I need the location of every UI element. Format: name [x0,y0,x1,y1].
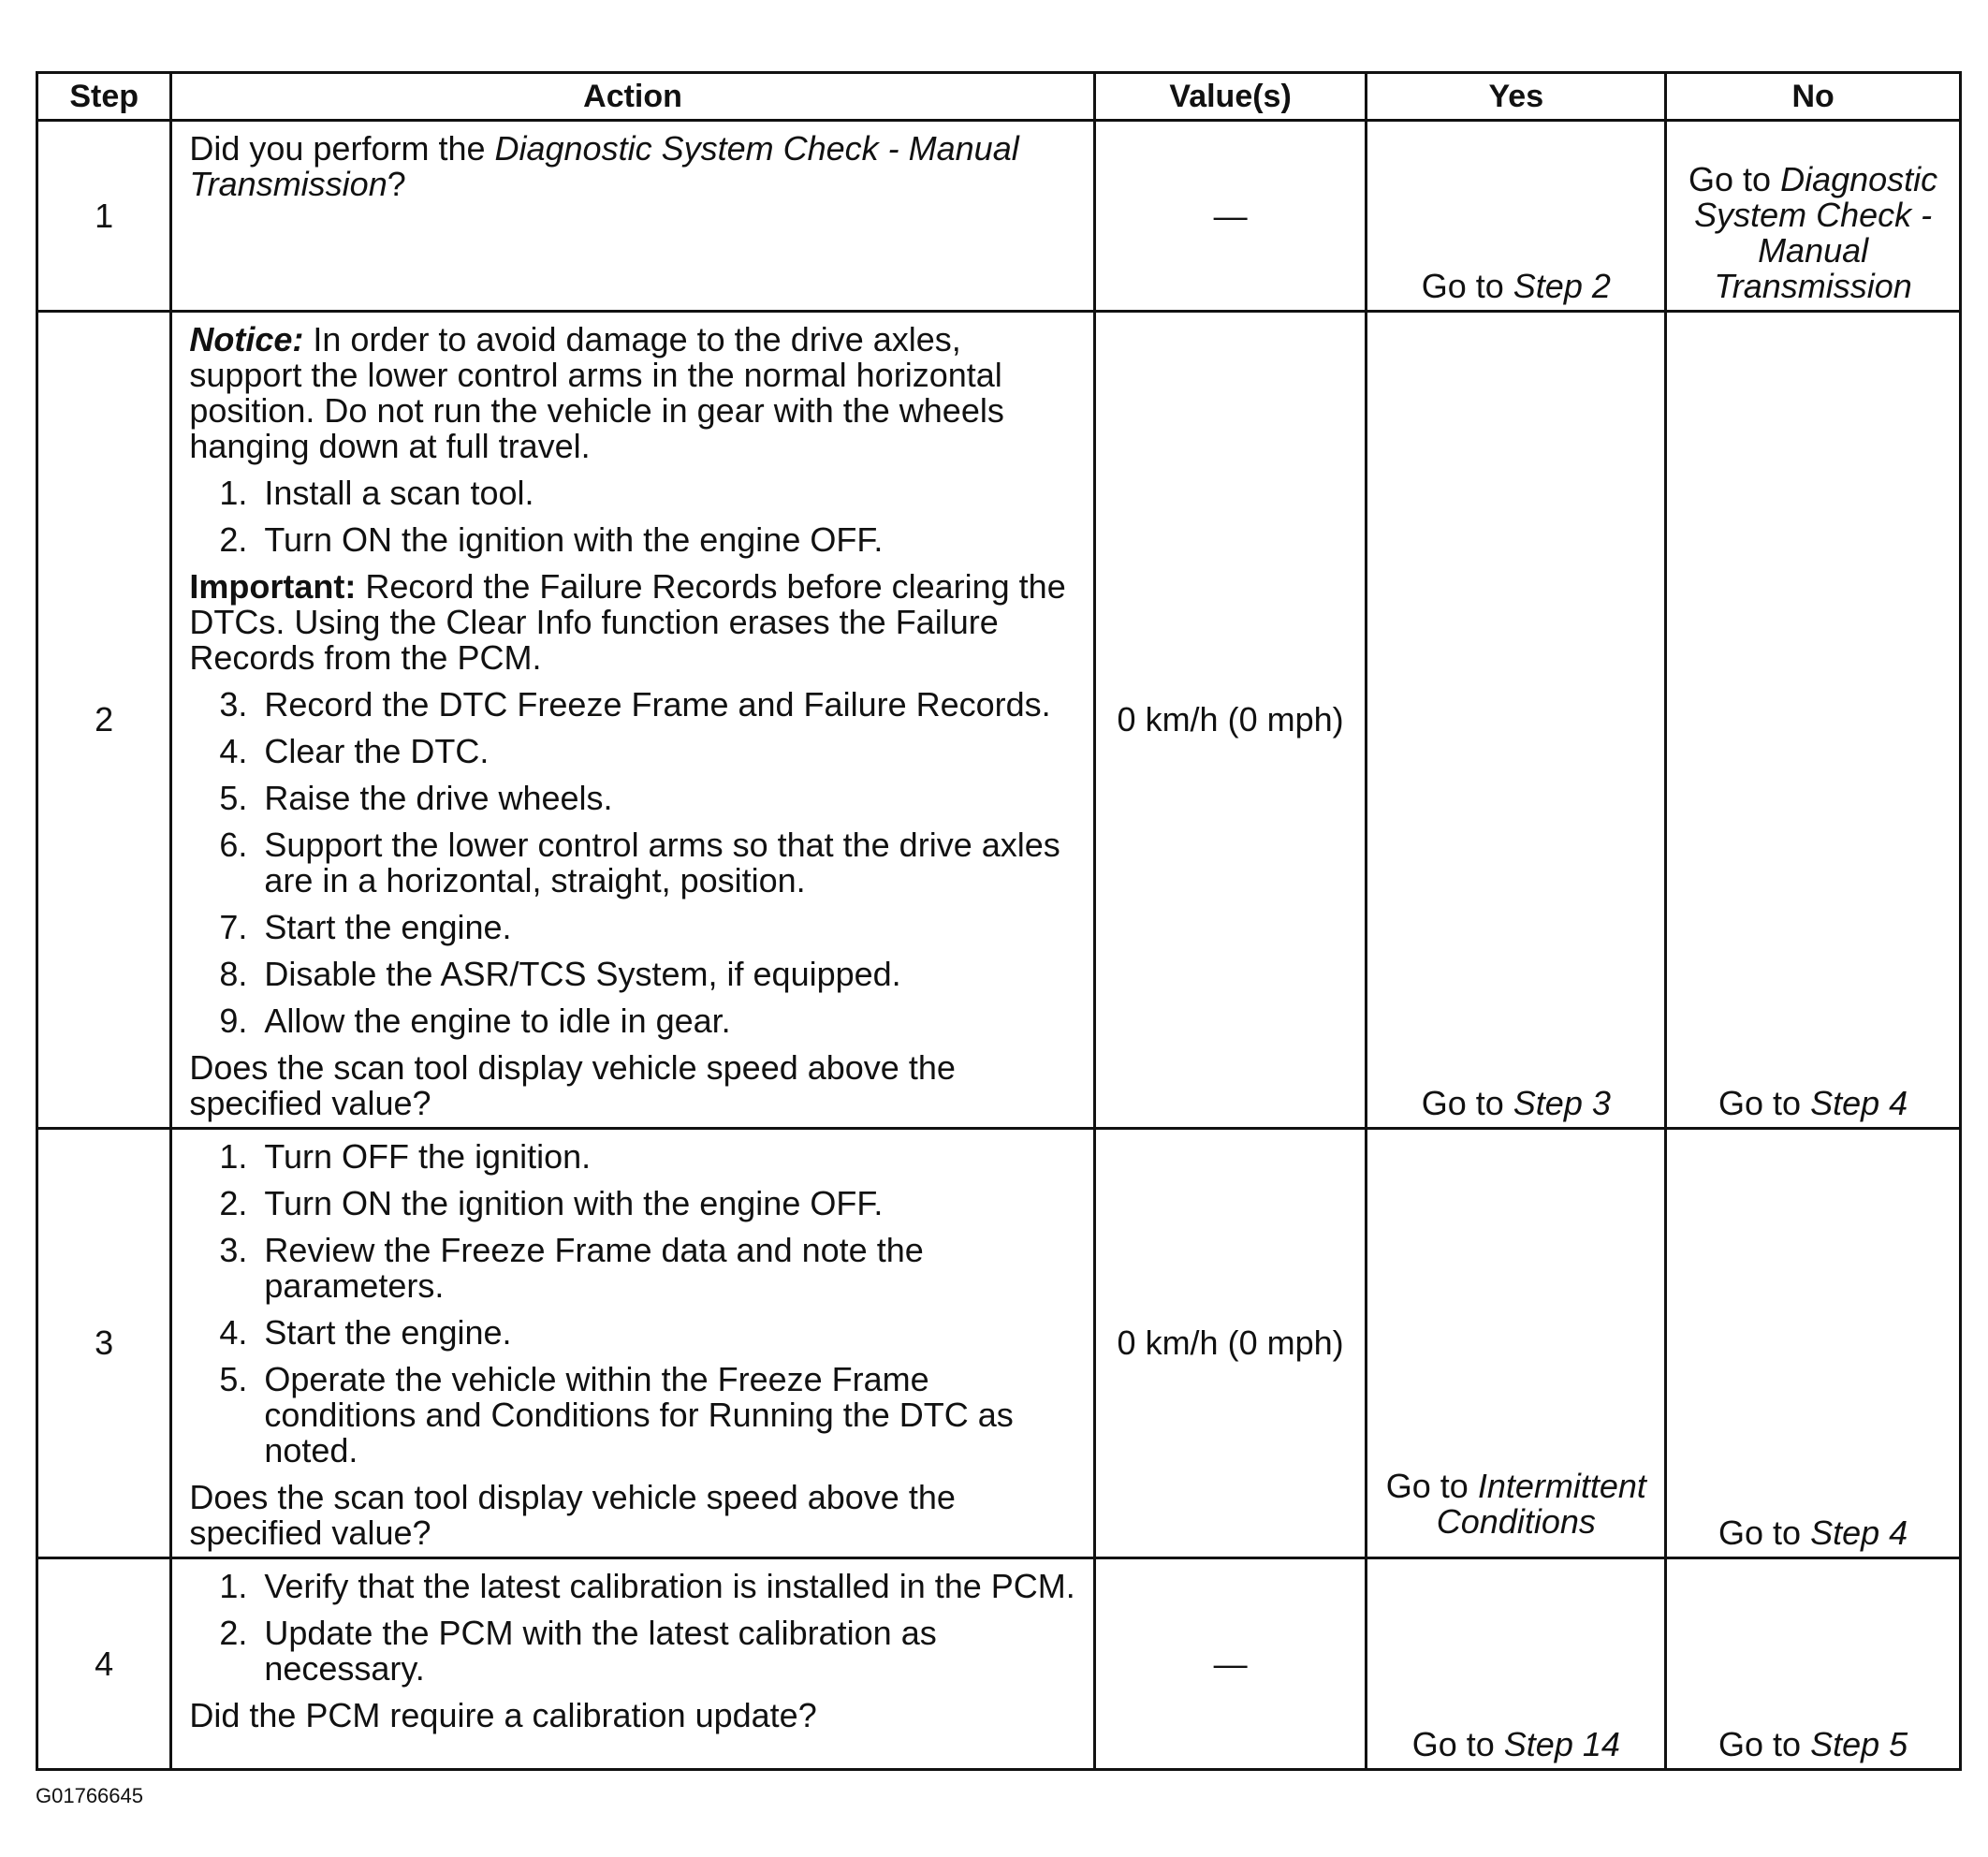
procedure-list [189,1569,1079,1687]
list-number: 1. [219,1137,248,1176]
list-number: 1. [219,474,248,512]
notice-text: In order to avoid damage to the drive axles, support the lower control arms in the normal horizontal position. Do not run the vehicle in gear with the wheels hanging down at full travel. [189,320,1004,465]
no-cell [1666,121,1961,312]
header-step: Step [37,73,171,121]
list-text: Support the lower control arms so that the drive axles are in a horizontal, straight, position. [264,826,1060,899]
list-text: Turn ON the ignition with the engine OFF. [264,520,884,559]
step-number: 1 [37,121,171,312]
question-text: Did the PCM require a calibration update? [189,1696,817,1734]
list-text: Operate the vehicle within the Freeze Frame conditions and Conditions for Running the DTC as noted. [264,1360,1014,1470]
no-link[interactable]: Step 4 [1810,1513,1908,1552]
no-prefix: Go to [1718,1725,1811,1763]
list-text: Update the PCM with the latest calibration as necessary. [264,1614,937,1688]
list-text: Review the Freeze Frame data and note the parameters. [264,1231,924,1305]
step-number: 3 [37,1129,171,1558]
yes-link[interactable]: Step 2 [1513,267,1611,305]
action-cell [171,1129,1094,1558]
list-item [189,1186,1079,1221]
procedure-list [189,687,1079,1039]
value-cell: — [1094,1558,1367,1770]
list-number: 2. [219,520,248,559]
important-paragraph [189,569,1079,676]
no-prefix: Go to [1718,1513,1811,1552]
table-row [37,121,1961,312]
no-cell [1666,1558,1961,1770]
table-row [37,312,1961,1129]
list-item [189,1616,1079,1687]
no-cell [1666,312,1961,1129]
question-post: ? [387,165,406,203]
yes-prefix: Go to [1421,267,1513,305]
header-row [37,73,1961,121]
list-number: 7. [219,908,248,946]
list-item [189,957,1079,992]
value-cell: — [1094,121,1367,312]
yes-prefix: Go to [1411,1725,1504,1763]
value-cell: 0 km/h (0 mph) [1094,1129,1367,1558]
list-item [189,1139,1079,1175]
action-cell [171,121,1094,312]
list-number: 3. [219,685,248,724]
list-item [189,1233,1079,1304]
action-cell [171,1558,1094,1770]
table-row [37,1558,1961,1770]
list-text: Record the DTC Freeze Frame and Failure Records. [264,685,1051,724]
yes-prefix: Go to [1385,1467,1478,1505]
no-cell [1666,1129,1961,1558]
list-number: 5. [219,1360,248,1398]
procedure-list [189,1139,1079,1469]
yes-link[interactable]: Step 14 [1503,1725,1620,1763]
list-item [189,1003,1079,1039]
header-action: Action [171,73,1094,121]
yes-cell [1367,121,1666,312]
list-item [189,475,1079,511]
list-item [189,1569,1079,1604]
action-cell [171,312,1094,1129]
list-text: Install a scan tool. [264,474,534,512]
question-text [189,131,1079,202]
list-number: 4. [219,732,248,770]
step-number: 4 [37,1558,171,1770]
important-text: Record the Failure Records before clearing the DTCs. Using the Clear Info function erases the Failure Records from the PCM. [189,567,1066,677]
header-no: No [1666,73,1961,121]
list-text: Start the engine. [264,908,512,946]
list-number: 2. [219,1614,248,1652]
question-text: Does the scan tool display vehicle speed above the specified value? [189,1478,956,1552]
question-text: Does the scan tool display vehicle speed above the specified value? [189,1048,956,1122]
list-number: 2. [219,1184,248,1222]
value-cell: 0 km/h (0 mph) [1094,312,1367,1129]
step-number: 2 [37,312,171,1129]
list-item [189,734,1079,769]
list-item [189,827,1079,899]
list-text: Verify that the latest calibration is installed in the PCM. [264,1567,1075,1605]
list-item [189,522,1079,558]
header-yes: Yes [1367,73,1666,121]
list-text: Raise the drive wheels. [264,779,613,817]
no-link[interactable]: Diagnostic System Check - Manual Transmission [1694,160,1938,305]
yes-cell [1367,1558,1666,1770]
yes-cell [1367,1129,1666,1558]
list-item [189,1315,1079,1351]
list-number: 5. [219,779,248,817]
figure-id: G01766645 [36,1784,143,1807]
notice-paragraph [189,322,1079,464]
no-prefix: Go to [1688,160,1781,198]
no-link[interactable]: Step 4 [1810,1084,1908,1122]
important-label: Important: [189,567,357,606]
no-prefix: Go to [1718,1084,1811,1122]
list-text: Turn OFF the ignition. [264,1137,592,1176]
yes-cell [1367,312,1666,1129]
notice-label: Notice: [189,320,304,358]
list-item [189,687,1079,723]
list-item [189,781,1079,816]
list-number: 6. [219,826,248,864]
list-number: 9. [219,1002,248,1040]
question-reference: Diagnostic System Check - Manual Transmission [189,129,1019,203]
header-values: Value(s) [1094,73,1367,121]
list-text: Clear the DTC. [264,732,490,770]
list-number: 4. [219,1313,248,1352]
list-text: Start the engine. [264,1313,512,1352]
list-number: 8. [219,955,248,993]
list-item [189,910,1079,945]
diagnostic-table [36,71,1962,1771]
table-row [37,1129,1961,1558]
list-number: 3. [219,1231,248,1269]
question-pre: Did you perform the [189,129,495,168]
list-number: 1. [219,1567,248,1605]
list-item [189,1362,1079,1469]
list-text: Turn ON the ignition with the engine OFF. [264,1184,884,1222]
yes-link[interactable]: Step 3 [1513,1084,1611,1122]
yes-link[interactable]: Intermittent Conditions [1436,1467,1646,1541]
procedure-list [189,475,1079,558]
list-text: Allow the engine to idle in gear. [264,1002,731,1040]
no-link[interactable]: Step 5 [1810,1725,1908,1763]
list-text: Disable the ASR/TCS System, if equipped. [264,955,901,993]
yes-prefix: Go to [1421,1084,1513,1122]
